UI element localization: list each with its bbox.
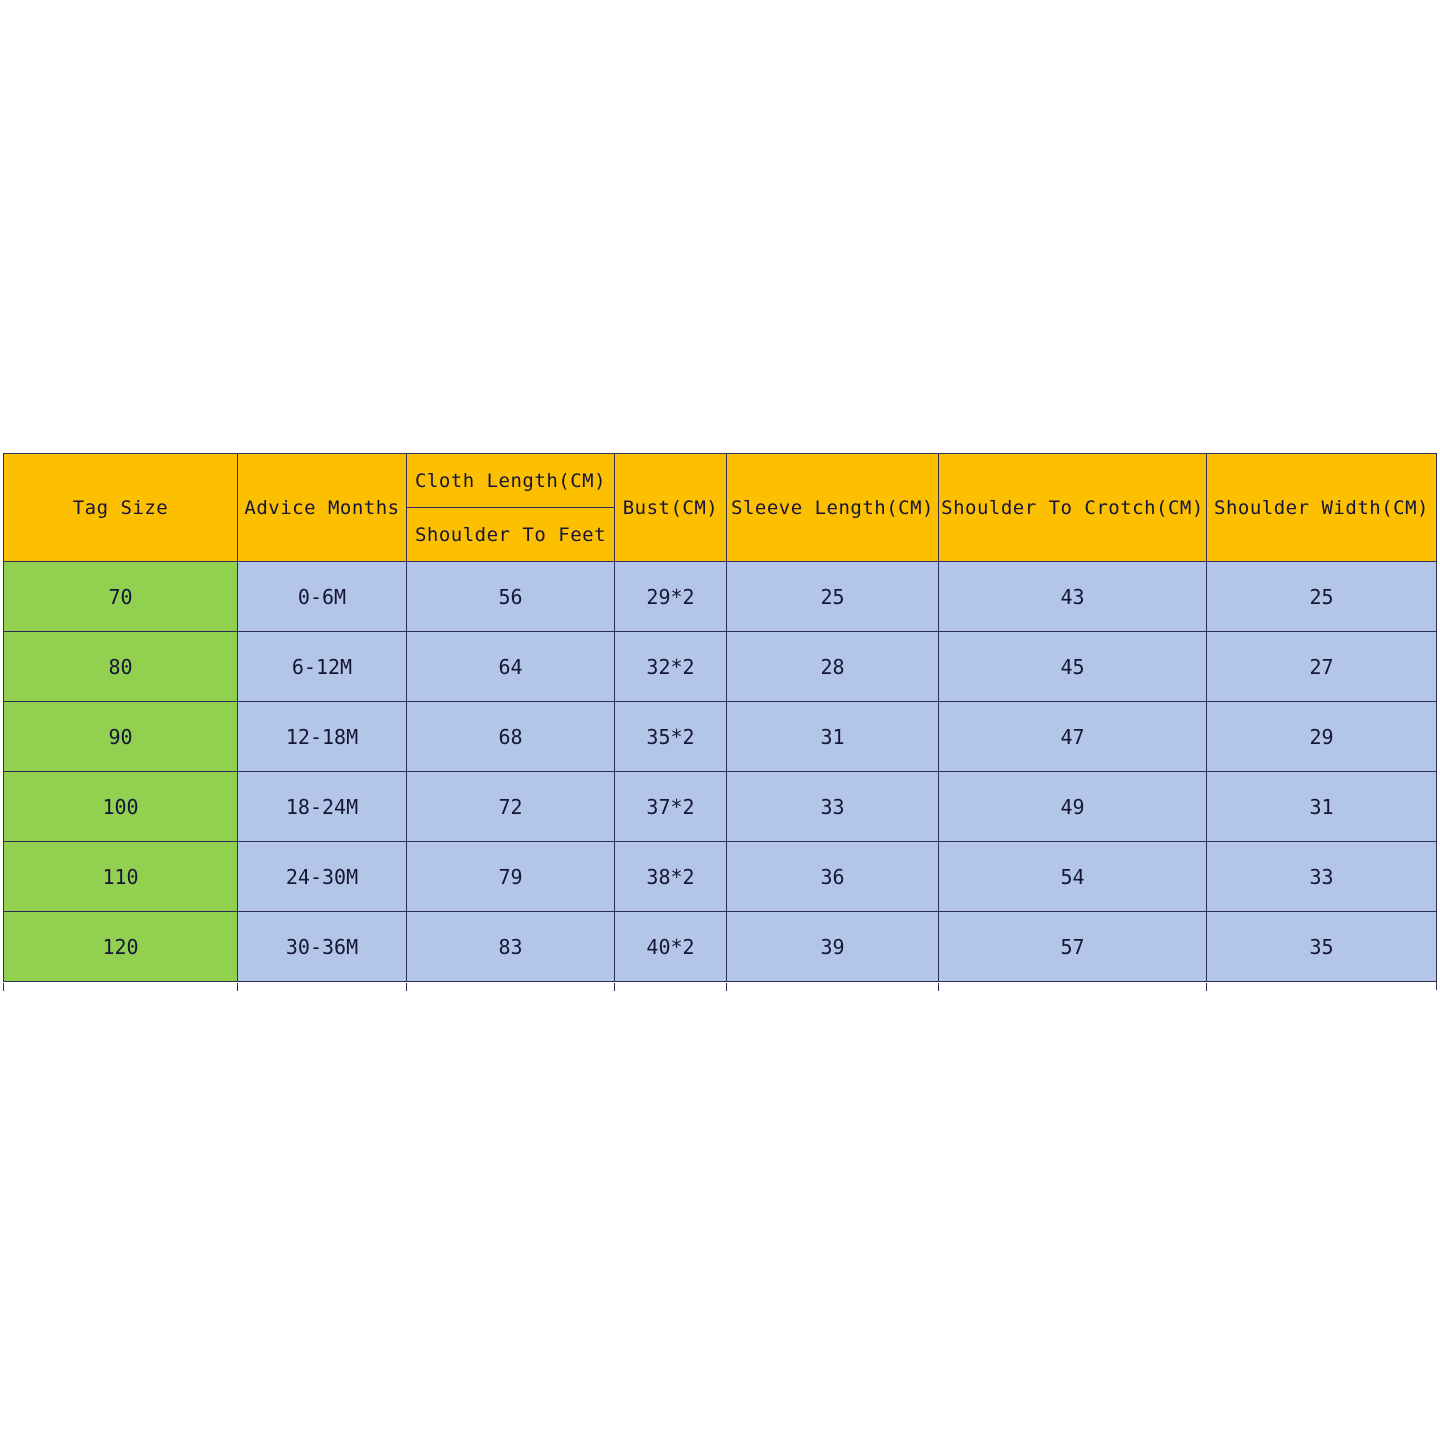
advice-months-cell: 24-30M xyxy=(238,842,407,912)
tag-size-cell: 70 xyxy=(4,562,238,632)
cloth-length-cell: 79 xyxy=(407,842,615,912)
table-bottom-tick xyxy=(938,983,939,991)
advice-months-cell: 18-24M xyxy=(238,772,407,842)
table-bottom-tick xyxy=(237,983,238,991)
table-bottom-tick xyxy=(406,983,407,991)
advice-months-cell: 30-36M xyxy=(238,912,407,982)
table-row xyxy=(4,632,1437,702)
shoulder-to-crotch-cell: 57 xyxy=(939,912,1207,982)
shoulder-to-crotch-cell: 49 xyxy=(939,772,1207,842)
shoulder-width-cell: 29 xyxy=(1207,702,1437,772)
sleeve-length-cell: 36 xyxy=(727,842,939,912)
table-bottom-tick xyxy=(1206,983,1207,991)
shoulder-width-cell: 27 xyxy=(1207,632,1437,702)
sleeve-length-cell: 39 xyxy=(727,912,939,982)
shoulder-width-cell: 35 xyxy=(1207,912,1437,982)
tag-size-cell: 80 xyxy=(4,632,238,702)
cloth-length-cell: 56 xyxy=(407,562,615,632)
cloth-length-cell: 83 xyxy=(407,912,615,982)
sleeve-length-cell: 31 xyxy=(727,702,939,772)
shoulder-to-crotch-cell: 54 xyxy=(939,842,1207,912)
sleeve-length-cell: 33 xyxy=(727,772,939,842)
header-advice-months: Advice Months xyxy=(238,454,407,562)
table-row xyxy=(4,912,1437,982)
header-cloth-length: Cloth Length(CM) xyxy=(407,454,615,508)
shoulder-to-crotch-cell: 45 xyxy=(939,632,1207,702)
table-row xyxy=(4,562,1437,632)
bust-cell: 38*2 xyxy=(615,842,727,912)
sleeve-length-cell: 28 xyxy=(727,632,939,702)
tag-size-cell: 110 xyxy=(4,842,238,912)
shoulder-width-cell: 31 xyxy=(1207,772,1437,842)
shoulder-width-cell: 25 xyxy=(1207,562,1437,632)
table-bottom-tick xyxy=(614,983,615,991)
header-row xyxy=(4,454,1437,508)
cloth-length-cell: 72 xyxy=(407,772,615,842)
header-shoulder-to-crotch: Shoulder To Crotch(CM) xyxy=(939,454,1207,562)
table-row xyxy=(4,842,1437,912)
advice-months-cell: 12-18M xyxy=(238,702,407,772)
advice-months-cell: 0-6M xyxy=(238,562,407,632)
shoulder-width-cell: 33 xyxy=(1207,842,1437,912)
header-bust: Bust(CM) xyxy=(615,454,727,562)
header-tag-size: Tag Size xyxy=(4,454,238,562)
bust-cell: 40*2 xyxy=(615,912,727,982)
table-right-edge-line xyxy=(1436,453,1437,990)
header-cloth-length-sub: Shoulder To Feet xyxy=(407,508,615,562)
bust-cell: 29*2 xyxy=(615,562,727,632)
table-row xyxy=(4,772,1437,842)
bust-cell: 32*2 xyxy=(615,632,727,702)
tag-size-cell: 100 xyxy=(4,772,238,842)
advice-months-cell: 6-12M xyxy=(238,632,407,702)
size-chart-table xyxy=(3,453,1437,982)
table-row xyxy=(4,702,1437,772)
header-shoulder-width: Shoulder Width(CM) xyxy=(1207,454,1437,562)
cloth-length-cell: 68 xyxy=(407,702,615,772)
sleeve-length-cell: 25 xyxy=(727,562,939,632)
table-bottom-tick xyxy=(726,983,727,991)
bust-cell: 35*2 xyxy=(615,702,727,772)
shoulder-to-crotch-cell: 43 xyxy=(939,562,1207,632)
bust-cell: 37*2 xyxy=(615,772,727,842)
shoulder-to-crotch-cell: 47 xyxy=(939,702,1207,772)
table-bottom-tick xyxy=(3,983,4,991)
cloth-length-cell: 64 xyxy=(407,632,615,702)
tag-size-cell: 120 xyxy=(4,912,238,982)
header-sleeve-length: Sleeve Length(CM) xyxy=(727,454,939,562)
tag-size-cell: 90 xyxy=(4,702,238,772)
